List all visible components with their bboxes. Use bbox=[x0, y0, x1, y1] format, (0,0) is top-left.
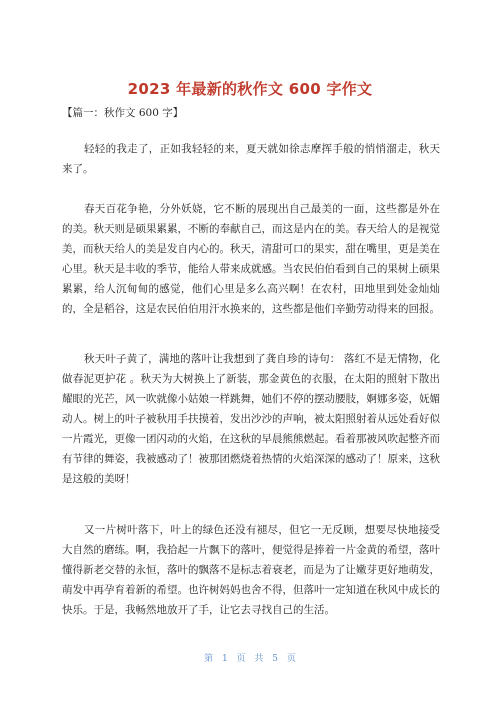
paragraph-4: 又一片树叶落下，叶上的绿色还没有褪尽，但它一无反顾，想要尽快地接受大自然的磨练。啊，我拾起一片飘下的落叶，便觉得是捧着一片金黄的希望，落叶懂得新老交替的永恒，落叶的飘落不是标志着衰老，而是为了让嫩芽更好地萌发，萌发中再孕育着新的希望。也许树妈妈也舍不得，但落叶一定知道在秋风中成长的快乐。于是，我畅然地放开了手，让它去寻找自己的生活。 bbox=[62, 524, 440, 616]
paragraph-1: 轻轻的我走了，正如我轻轻的来，夏天就如徐志摩挥手般的悄悄溜走，秋天来了。 bbox=[62, 143, 440, 175]
section-label: 【篇一：秋作文 600 字】 bbox=[62, 107, 184, 119]
paragraph-3: 秋天叶子黄了，满地的落叶让我想到了龚自珍的诗句： 落红不是无情物，化做春泥更护花 。秋天为大树换上了新装，那金黄色的衣服，在太阳的照射下散出耀眼的光芒，风一吹就像小姑娘一样跳舞，她们不停的摆动腰肢，婀娜多姿，妩媚动人。树上的叶子被秋用手扶摸着，发出沙沙的声响，被太阳照射着从远处看好似一片霞光，更像一团闪动的火焰，在这秋的早晨熊熊燃起。看着那被风吹起整齐而有节律的舞姿，我被感动了！被那团燃烧着热情的火焰深深的感动了！原来，这秋是这般的美呀！ bbox=[62, 353, 440, 485]
page-footer: 第 1 页 共 5 页 bbox=[204, 654, 296, 664]
document-title: 2023 年最新的秋作文 600 字作文 bbox=[127, 80, 373, 98]
paragraph-2: 春天百花争艳，分外妖娆，它不断的展现出自己最美的一面，这些都是外在的美。秋天则是硕果累累，不断的奉献自己，而这是内在的美。春天给人的是视觉美，而秋天给人的美是发自内心的。秋天，清甜可口的果实，甜在嘴里，更是美在心里。秋天是丰收的季节，能给人带来成就感。当农民伯伯看到自己的果树上硕果累累，给人沉甸甸的感觉，他们心里是多么高兴啊！在农村，田地里到处金灿灿的，全是稻谷，这是农民伯伯用汗水换来的，这些都是他们辛勤劳动得来的回报。 bbox=[62, 203, 440, 315]
